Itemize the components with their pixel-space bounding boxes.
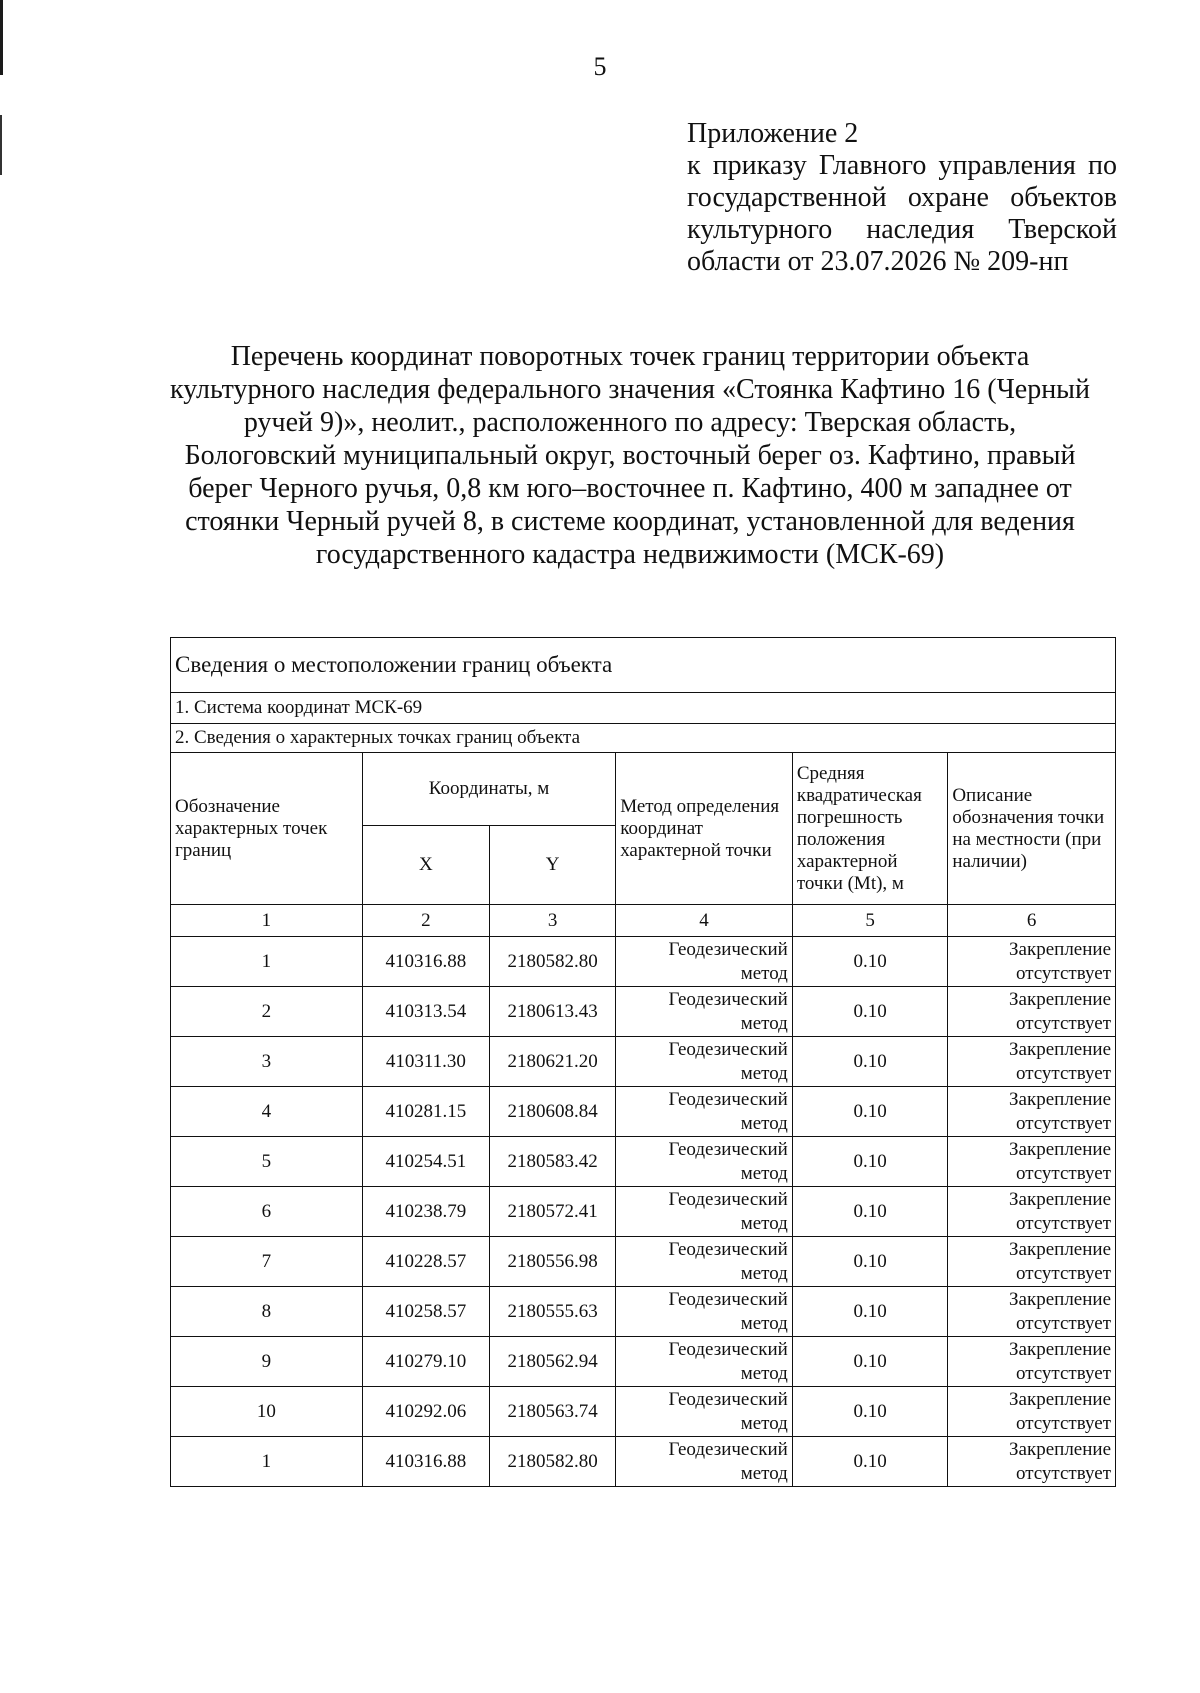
column-number: 4 — [616, 905, 793, 937]
method-text: метод — [740, 1312, 788, 1334]
point-number: 4 — [171, 1087, 363, 1137]
mt-value: 0.10 — [792, 1287, 947, 1337]
method-text: Геодезический — [668, 1388, 788, 1410]
point-number: 2 — [171, 987, 363, 1037]
point-number: 1 — [171, 937, 363, 987]
mt-value: 0.10 — [792, 1237, 947, 1287]
mt-value: 0.10 — [792, 1037, 947, 1087]
description-cell — [948, 1337, 1116, 1387]
column-number: 1 — [171, 905, 363, 937]
method-text: Геодезический — [668, 1338, 788, 1360]
mt-value: 0.10 — [792, 987, 947, 1037]
method-cell — [616, 1187, 793, 1237]
description-text: Закрепление — [1009, 1238, 1111, 1260]
description-text: Закрепление — [1009, 938, 1111, 960]
description-text: отсутствует — [1015, 1112, 1111, 1134]
description-text: отсутствует — [1015, 1312, 1111, 1334]
point-number: 8 — [171, 1287, 363, 1337]
coord-y: 2180608.84 — [490, 1087, 616, 1137]
col-header-error: Средняя квадратическая погрешность положения характерной точки (Mt), м — [792, 753, 947, 905]
description-text: Закрепление — [1009, 1138, 1111, 1160]
description-cell — [948, 1437, 1116, 1487]
coord-y: 2180582.80 — [490, 1437, 616, 1487]
method-cell — [616, 987, 793, 1037]
mt-value: 0.10 — [792, 1187, 947, 1237]
title-line: берег Черного ручья, 0,8 км юго–восточнее п. Кафтино, 400 м западнее от — [188, 473, 1072, 504]
point-number: 7 — [171, 1237, 363, 1287]
col-header-coordinates: Координаты, м — [362, 753, 615, 826]
appendix-block — [687, 118, 1117, 278]
method-text: метод — [740, 1012, 788, 1034]
method-cell — [616, 1087, 793, 1137]
method-cell — [616, 1037, 793, 1087]
description-text: Закрепление — [1009, 1438, 1111, 1460]
point-number: 9 — [171, 1337, 363, 1387]
description-text: отсутствует — [1015, 1262, 1111, 1284]
col-header-description: Описание обозначения точки на местности (при наличии) — [948, 753, 1116, 905]
description-text: Закрепление — [1009, 1038, 1111, 1060]
column-number: 5 — [792, 905, 947, 937]
title-line: стоянки Черный ручей 8, в системе координат, установленной для ведения — [185, 506, 1075, 537]
title-line: культурного наследия федерального значения «Стоянка Кафтино 16 (Черный — [170, 374, 1090, 405]
mt-value: 0.10 — [792, 1337, 947, 1387]
coord-y: 2180555.63 — [490, 1287, 616, 1337]
description-cell — [948, 1387, 1116, 1437]
method-text: метод — [740, 1062, 788, 1084]
coord-x: 410311.30 — [362, 1037, 489, 1087]
coord-x: 410313.54 — [362, 987, 489, 1037]
title-line: государственного кадастра недвижимости (МСК-69) — [315, 539, 945, 570]
coord-x: 410292.06 — [362, 1387, 489, 1437]
method-text: метод — [740, 1362, 788, 1384]
method-cell — [616, 1387, 793, 1437]
col-header-x: X — [362, 826, 489, 905]
description-text: отсутствует — [1015, 1212, 1111, 1234]
table-row — [171, 937, 1116, 987]
coord-y: 2180563.74 — [490, 1387, 616, 1437]
mt-value: 0.10 — [792, 1137, 947, 1187]
description-text: Закрепление — [1009, 1288, 1111, 1310]
point-number: 5 — [171, 1137, 363, 1187]
description-cell — [948, 987, 1116, 1037]
page-number: 5 — [593, 52, 607, 81]
method-text: Геодезический — [668, 1288, 788, 1310]
method-cell — [616, 937, 793, 987]
coordinate-system-label: 1. Система координат МСК-69 — [171, 693, 1116, 724]
method-text: метод — [740, 962, 788, 984]
point-number: 6 — [171, 1187, 363, 1237]
mt-value: 0.10 — [792, 1087, 947, 1137]
title-line: Перечень координат поворотных точек границ территории объекта — [230, 341, 1030, 372]
mt-value: 0.10 — [792, 1387, 947, 1437]
coordinates-table — [170, 637, 1116, 1487]
appendix-title: Приложение 2 — [687, 118, 859, 149]
coord-x: 410254.51 — [362, 1137, 489, 1187]
method-text: Геодезический — [668, 1438, 788, 1460]
table-row — [171, 1087, 1116, 1137]
table-heading: Сведения о местоположении границ объекта — [171, 638, 1116, 693]
coord-x: 410316.88 — [362, 937, 489, 987]
description-text: отсутствует — [1015, 1062, 1111, 1084]
coord-y: 2180613.43 — [490, 987, 616, 1037]
method-cell — [616, 1137, 793, 1187]
col-header-designation: Обозначение характерных точек границ — [171, 753, 363, 905]
table-row — [171, 1287, 1116, 1337]
description-text: отсутствует — [1015, 1362, 1111, 1384]
points-section-label: 2. Сведения о характерных точках границ объекта — [171, 724, 1116, 753]
table-row — [171, 1037, 1116, 1087]
column-number: 6 — [948, 905, 1116, 937]
coord-x: 410316.88 — [362, 1437, 489, 1487]
description-text: отсутствует — [1015, 1012, 1111, 1034]
appendix-line: к приказу Главного управления по — [687, 150, 1117, 181]
table-row — [171, 1337, 1116, 1387]
mt-value: 0.10 — [792, 1437, 947, 1487]
method-text: Геодезический — [668, 1188, 788, 1210]
table-row — [171, 1137, 1116, 1187]
method-cell — [616, 1237, 793, 1287]
point-number: 1 — [171, 1437, 363, 1487]
table-row — [171, 1237, 1116, 1287]
method-cell — [616, 1437, 793, 1487]
method-text: метод — [740, 1262, 788, 1284]
col-header-method: Метод определения координат характерной точки — [616, 753, 793, 905]
column-number: 2 — [362, 905, 489, 937]
description-cell — [948, 1187, 1116, 1237]
method-text: Геодезический — [668, 988, 788, 1010]
table-row — [171, 987, 1116, 1037]
coord-x: 410238.79 — [362, 1187, 489, 1237]
coord-y: 2180583.42 — [490, 1137, 616, 1187]
description-cell — [948, 1087, 1116, 1137]
description-cell — [948, 1037, 1116, 1087]
col-header-y: Y — [490, 826, 616, 905]
method-text: Геодезический — [668, 1138, 788, 1160]
method-text: метод — [740, 1462, 788, 1484]
coord-x: 410258.57 — [362, 1287, 489, 1337]
description-text: Закрепление — [1009, 988, 1111, 1010]
description-cell — [948, 1237, 1116, 1287]
method-text: Геодезический — [668, 1038, 788, 1060]
method-text: метод — [740, 1162, 788, 1184]
column-number: 3 — [490, 905, 616, 937]
description-text: Закрепление — [1009, 1088, 1111, 1110]
description-cell — [948, 937, 1116, 987]
method-text: метод — [740, 1112, 788, 1134]
coord-x: 410228.57 — [362, 1237, 489, 1287]
method-text: Геодезический — [668, 938, 788, 960]
coord-y: 2180562.94 — [490, 1337, 616, 1387]
title-line: ручей 9)», неолит., расположенного по адресу: Тверская область, — [243, 407, 1017, 438]
coord-x: 410281.15 — [362, 1087, 489, 1137]
coord-y: 2180556.98 — [490, 1237, 616, 1287]
appendix-line: области от 23.07.2026 № 209-нп — [687, 246, 1069, 277]
title-line: Бологовский муниципальный округ, восточный берег оз. Кафтино, правый — [184, 440, 1076, 471]
coord-y: 2180582.80 — [490, 937, 616, 987]
method-text: метод — [740, 1412, 788, 1434]
method-cell — [616, 1337, 793, 1387]
table-row — [171, 1387, 1116, 1437]
method-text: Геодезический — [668, 1088, 788, 1110]
description-text: отсутствует — [1015, 1162, 1111, 1184]
method-text: Геодезический — [668, 1238, 788, 1260]
description-text: отсутствует — [1015, 1462, 1111, 1484]
description-cell — [948, 1287, 1116, 1337]
appendix-line: государственной охране объектов — [687, 182, 1117, 213]
appendix-line: культурного наследия Тверской — [687, 214, 1117, 245]
coord-y: 2180621.20 — [490, 1037, 616, 1087]
description-text: Закрепление — [1009, 1388, 1111, 1410]
method-cell — [616, 1287, 793, 1337]
table-row — [171, 1187, 1116, 1237]
table-row — [171, 1437, 1116, 1487]
mt-value: 0.10 — [792, 937, 947, 987]
document-title — [150, 340, 1110, 571]
method-text: метод — [740, 1212, 788, 1234]
description-text: отсутствует — [1015, 1412, 1111, 1434]
coord-y: 2180572.41 — [490, 1187, 616, 1237]
scan-edge-mark — [0, 115, 2, 175]
coord-x: 410279.10 — [362, 1337, 489, 1387]
description-text: Закрепление — [1009, 1338, 1111, 1360]
description-text: отсутствует — [1015, 962, 1111, 984]
description-text: Закрепление — [1009, 1188, 1111, 1210]
point-number: 3 — [171, 1037, 363, 1087]
point-number: 10 — [171, 1387, 363, 1437]
description-cell — [948, 1137, 1116, 1187]
